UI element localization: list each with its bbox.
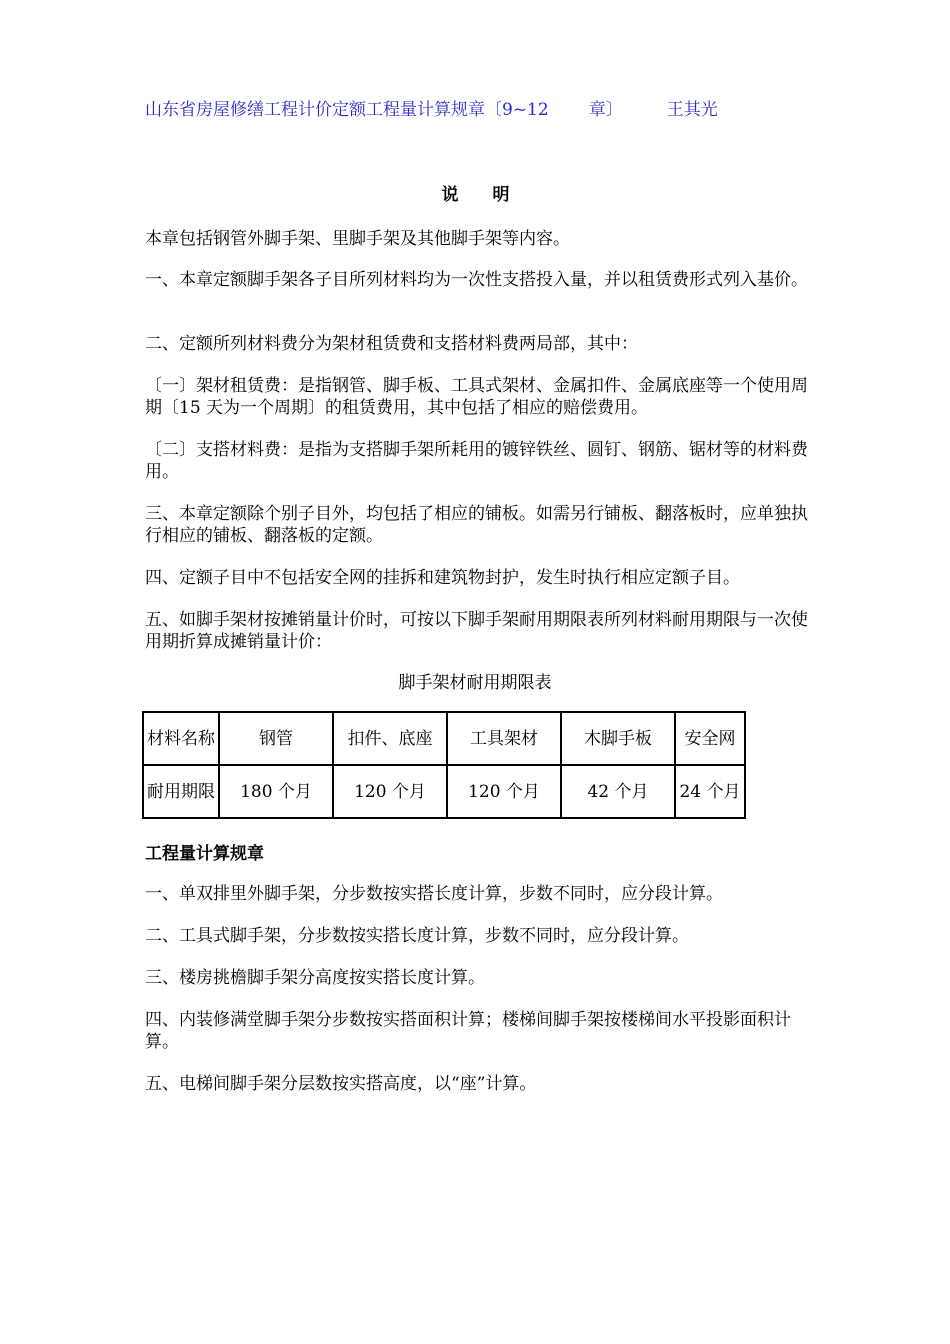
table-header-cell: 工具架材 [447, 712, 561, 765]
rule-item: 四、内装修满堂脚手架分步数按实搭面积计算；楼梯间脚手架按楼梯间水平投影面积计算。 [145, 1010, 791, 1052]
rules-heading: 工程量计算规章 [145, 844, 264, 864]
table-cell: 24 个月 [675, 765, 745, 818]
table-cell: 120 个月 [447, 765, 561, 818]
table-header-cell: 木脚手板 [561, 712, 675, 765]
table-header-row [143, 712, 745, 765]
table-cell: 耐用期限 [143, 765, 219, 818]
intro-paragraph: 〔二〕支搭材料费：是指为支搭脚手架所耗用的镀锌铁丝、圆钉、钢筋、锯材等的材料费用。 [145, 440, 808, 482]
rule-item: 一、单双排里外脚手架，分步数按实搭长度计算，步数不同时，应分段计算。 [145, 884, 723, 904]
document-title [145, 98, 820, 122]
table-cell: 180 个月 [219, 765, 333, 818]
intro-paragraph: 二、定额所列材料费分为架材租赁费和支搭材料费两局部，其中： [145, 334, 638, 354]
intro-paragraph: 〔一〕架材租赁费：是指钢管、脚手板、工具式架材、金属扣件、金属底座等一个使用周期〔15 天为一个周期〕的租赁费用，其中包括了相应的赔偿费用。 [145, 376, 808, 418]
table-header-cell: 扣件、底座 [333, 712, 447, 765]
table-row [143, 765, 745, 818]
rule-item: 三、楼房挑檐脚手架分高度按实搭长度计算。 [145, 968, 485, 988]
table-caption: 脚手架材耐用期限表 [398, 673, 552, 693]
table-header-cell: 钢管 [219, 712, 333, 765]
table-header-cell: 安全网 [675, 712, 745, 765]
title-chapter: 章〕 [588, 100, 623, 120]
table-cell: 42 个月 [561, 765, 675, 818]
section-heading: 说 明 [441, 185, 524, 205]
rule-item: 二、工具式脚手架，分步数按实搭长度计算，步数不同时，应分段计算。 [145, 926, 689, 946]
intro-paragraph: 本章包括钢管外脚手架、里脚手架及其他脚手架等内容。 [145, 229, 570, 249]
table-cell: 120 个月 [333, 765, 447, 818]
durability-table-wrap [142, 711, 746, 819]
intro-paragraph: 四、定额子目中不包括安全网的挂拆和建筑物封护，发生时执行相应定额子目。 [145, 568, 740, 588]
table-header-cell: 材料名称 [143, 712, 219, 765]
intro-paragraph: 三、本章定额除个别子目外，均包括了相应的铺板。如需另行铺板、翻落板时，应单独执行相应的铺板、翻落板的定额。 [145, 504, 808, 546]
intro-paragraph: 五、如脚手架材按摊销量计价时，可按以下脚手架耐用期限表所列材料耐用期限与一次使用期折算成摊销量计价： [145, 610, 808, 652]
title-main: 山东省房屋修缮工程计价定额工程量计算规章〔9~12 [145, 100, 549, 120]
intro-paragraph: 一、本章定额脚手架各子目所列材料均为一次性支搭投入量，并以租赁费形式列入基价。 [145, 270, 808, 290]
rule-item: 五、电梯间脚手架分层数按实搭高度，以“座”计算。 [145, 1074, 537, 1094]
title-author: 王其光 [666, 100, 718, 120]
durability-table [142, 711, 746, 819]
